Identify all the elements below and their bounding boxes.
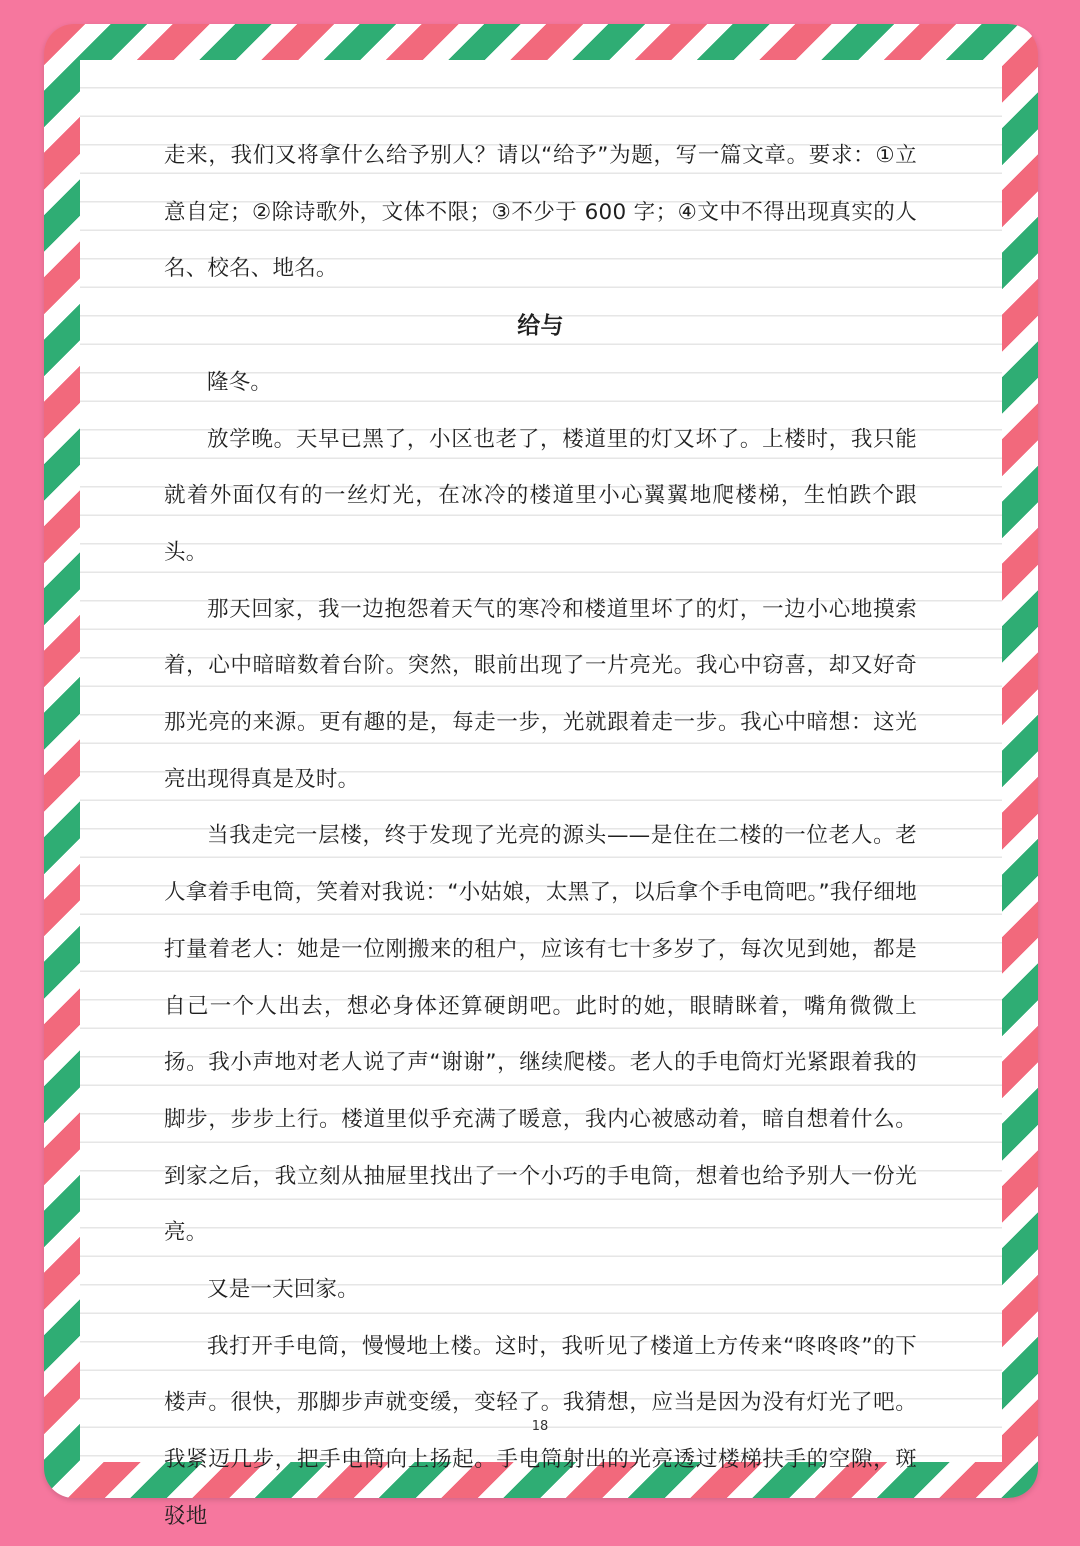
prompt-text: 走来，我们又将拿什么给予别人？请以“给予”为题，写一篇文章。要求：①立意自定；②除诗歌外，文体不限；③不少于 600 字；④文中不得出现真实的人名、校名、地名。: [164, 143, 917, 282]
document-body: [164, 128, 917, 1546]
page-number: 18: [531, 1419, 549, 1434]
essay-paragraph: 当我走完一层楼，终于发现了光亮的源头——是住在二楼的一位老人。老人拿着手电筒，笑着对我说：“小姑娘，太黑了，以后拿个手电筒吧。”我仔细地打量着老人：她是一位刚搬来的租户，应该有七十多岁了，每次见到她，都是自己一个人出去，想必身体还算硬朗吧。此时的她，眼睛眯着，嘴角微微上扬。我小声地对老人说了声“谢谢”，继续爬楼。老人的手电筒灯光紧跟着我的脚步，步步上行。楼道里似乎充满了暖意，我内心被感动着，暗自想着什么。到家之后，我立刻从抽屉里找出了一个小巧的手电筒，想着也给予别人一份光亮。: [164, 823, 917, 1246]
essay-paragraph: 隆冬。: [207, 369, 273, 395]
essay-paragraph: 我打开手电筒，慢慢地上楼。这时，我听见了楼道上方传来“咚咚咚”的下楼声。很快，那脚步声就变缓，变轻了。我猜想，应当是因为没有灯光了吧。我紧迈几步，把手电筒向上扬起。手电筒射出的光亮透过楼梯扶手的空隙，斑驳地: [164, 1333, 917, 1529]
essay-paragraph: 放学晚。天早已黑了，小区也老了，楼道里的灯又坏了。上楼时，我只能就着外面仅有的一丝灯光，在冰冷的楼道里小心翼翼地爬楼梯，生怕跌个跟头。: [164, 426, 917, 565]
essay-paragraph: 又是一天回家。: [207, 1277, 359, 1303]
essay-paragraph: 那天回家，我一边抱怨着天气的寒冷和楼道里坏了的灯，一边小心地摸索着，心中暗暗数着台阶。突然，眼前出现了一片亮光。我心中窃喜，却又好奇那光亮的来源。更有趣的是，每走一步，光就跟着走一步。我心中暗想：这光亮出现得真是及时。: [164, 596, 917, 792]
essay-title: 给与: [517, 313, 564, 340]
